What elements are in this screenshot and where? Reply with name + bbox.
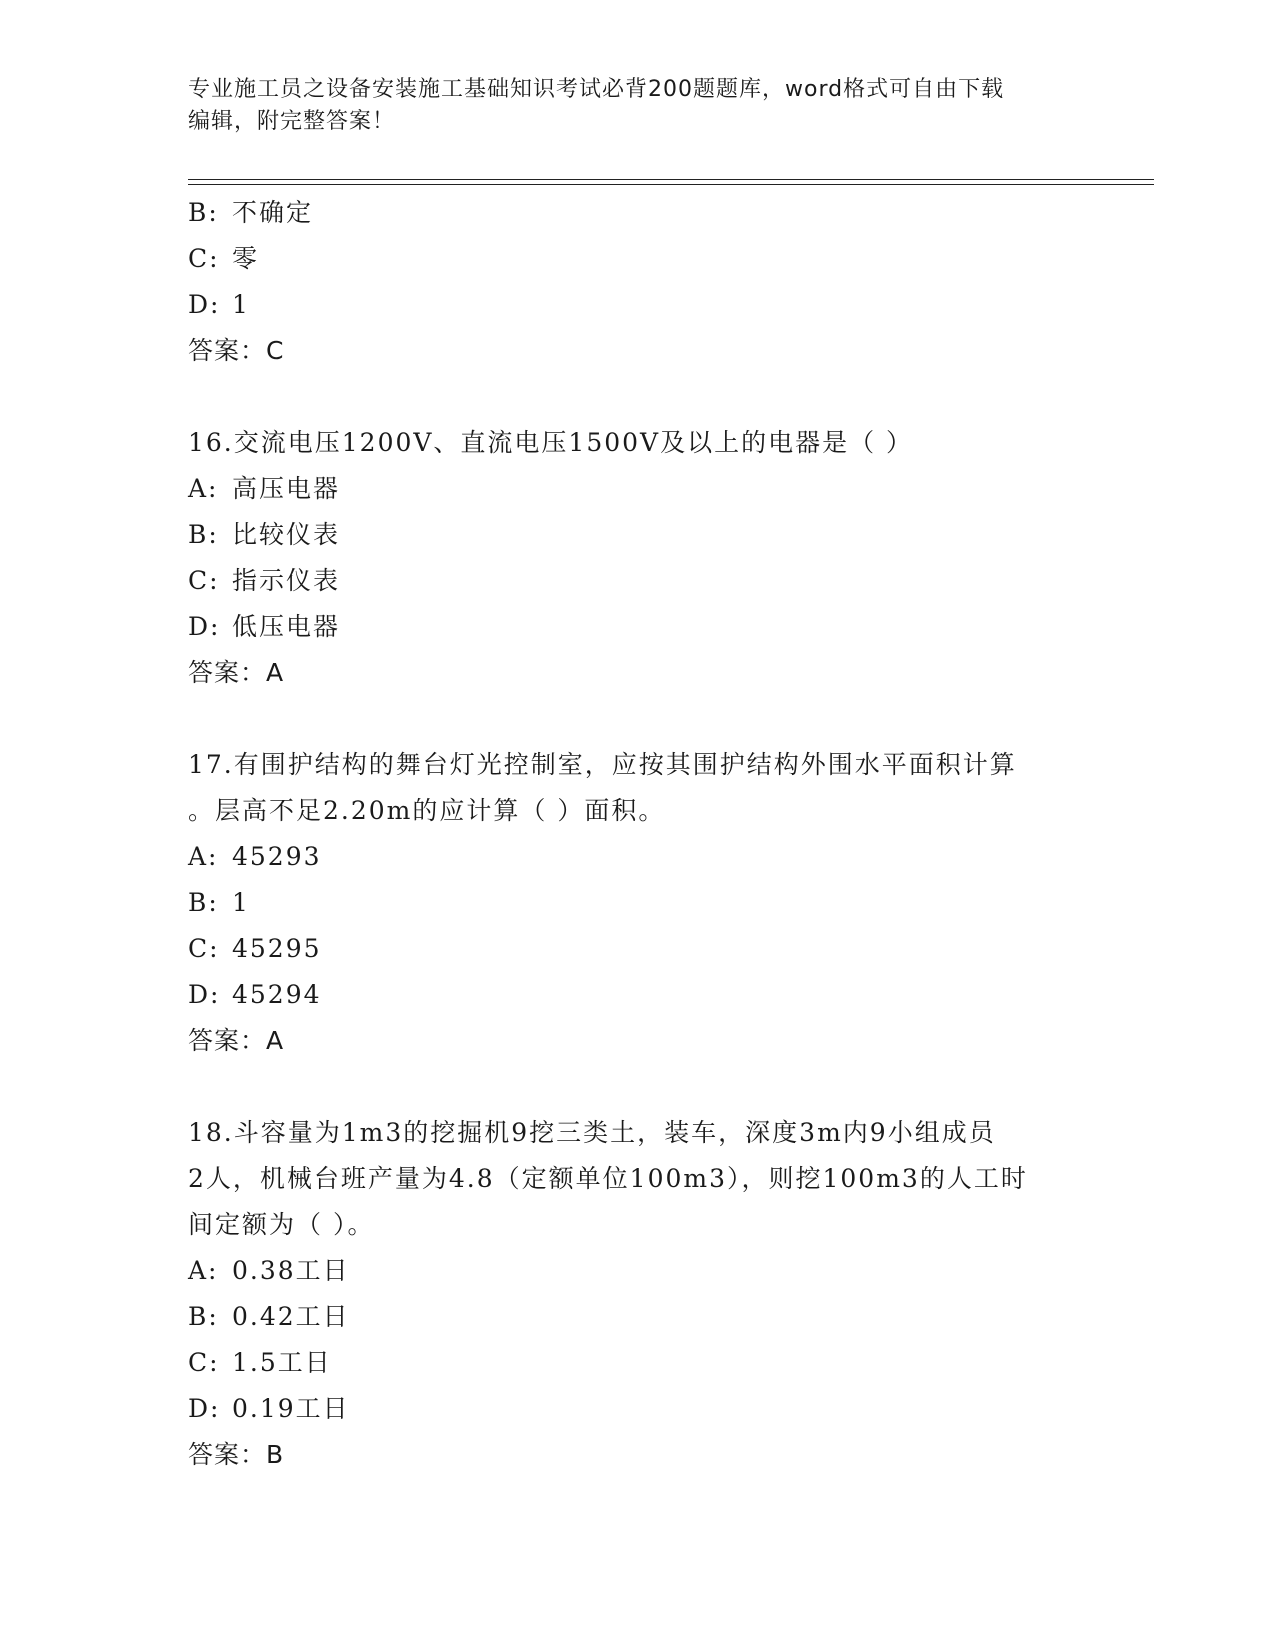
question-16 (188, 420, 1088, 696)
question-text-line-3: 间定额为（ ）。 (188, 1210, 375, 1239)
document-body (188, 190, 1088, 1478)
option-a: A: 0.38工日 (188, 1256, 350, 1285)
option-a: A: 45293 (188, 842, 322, 871)
question-text-line-1: 17.有围护结构的舞台灯光控制室，应按其围护结构外围水平面积计算 (188, 750, 1017, 779)
header-line-2: 编辑，附完整答案！ (188, 109, 396, 134)
option-b: B: 不确定 (188, 198, 314, 227)
document-header (188, 74, 1088, 138)
option-b: B: 1 (188, 888, 250, 917)
question-18 (188, 1110, 1088, 1478)
option-b: B: 0.42工日 (188, 1302, 350, 1331)
answer: 答案：A (188, 658, 285, 687)
option-c: C: 1.5工日 (188, 1348, 332, 1377)
option-b: B: 比较仪表 (188, 520, 341, 549)
answer: 答案：A (188, 1026, 285, 1055)
option-c: C: 零 (188, 244, 260, 273)
answer: 答案：C (188, 336, 285, 365)
option-d: D: 1 (188, 290, 250, 319)
question-17 (188, 742, 1088, 1064)
option-d: D: 0.19工日 (188, 1394, 350, 1423)
question-text-line-1: 18.斗容量为1m3的挖掘机9挖三类土，装车，深度3m内9小组成员 (188, 1118, 996, 1147)
option-d: D: 低压电器 (188, 612, 341, 641)
header-divider-top (188, 179, 1154, 180)
question-text-line-2: 。层高不足2.20m的应计算（ ）面积。 (188, 796, 666, 825)
option-d: D: 45294 (188, 980, 322, 1009)
question-text: 16.交流电压1200V、直流电压1500V及以上的电器是（ ） (188, 428, 914, 457)
option-c: C: 45295 (188, 934, 322, 963)
question-15 (188, 190, 1088, 374)
option-c: C: 指示仪表 (188, 566, 341, 595)
header-line-1: 专业施工员之设备安装施工基础知识考试必背200题题库，word格式可自由下载 (188, 77, 1005, 102)
header-divider-bottom (188, 184, 1154, 185)
answer: 答案：B (188, 1440, 285, 1469)
question-text-line-2: 2人，机械台班产量为4.8（定额单位100m3），则挖100m3的人工时 (188, 1164, 1028, 1193)
option-a: A: 高压电器 (188, 474, 341, 503)
